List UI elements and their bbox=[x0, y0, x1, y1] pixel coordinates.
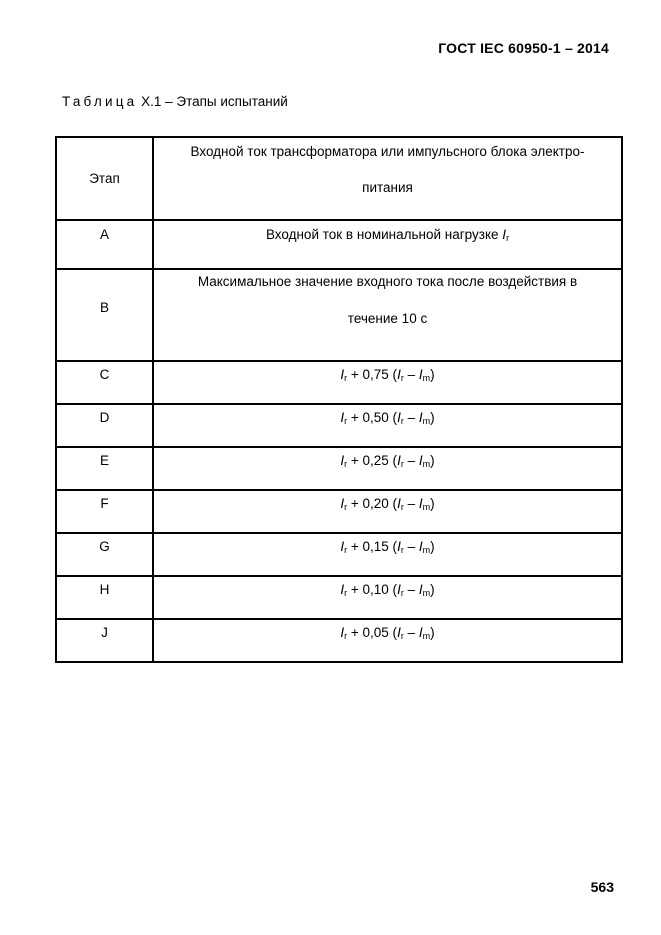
closing-paren: ) bbox=[430, 625, 435, 640]
value-line2: течение 10 с bbox=[347, 311, 428, 326]
stage-cell: H bbox=[56, 576, 153, 619]
value-text: Входной ток в номинальной нагрузке bbox=[265, 227, 499, 242]
stage-cell: G bbox=[56, 533, 153, 576]
rated-subscript: r bbox=[400, 631, 404, 641]
max-subscript: m bbox=[422, 502, 431, 512]
rated-subscript: r bbox=[400, 373, 404, 383]
max-subscript: m bbox=[422, 373, 431, 383]
current-symbol: I bbox=[397, 453, 401, 468]
current-symbol: I bbox=[340, 367, 345, 382]
current-symbol: I bbox=[340, 625, 345, 640]
rated-subscript: r bbox=[344, 416, 348, 426]
max-subscript: m bbox=[422, 459, 431, 469]
table-caption-title: Х.1 – Этапы испытаний bbox=[141, 94, 288, 109]
max-subscript: m bbox=[422, 631, 431, 641]
rated-subscript: r bbox=[400, 545, 404, 555]
table-row bbox=[56, 404, 622, 447]
current-symbol: I bbox=[397, 496, 401, 511]
rated-subscript: r bbox=[400, 416, 404, 426]
table-row bbox=[56, 447, 622, 490]
rated-subscript: r bbox=[400, 459, 404, 469]
value-line1: Максимальное значение входного тока после воздействия в bbox=[197, 274, 578, 289]
stage-cell: J bbox=[56, 619, 153, 662]
header-stage-cell: Этап bbox=[56, 137, 153, 220]
minus-sign: – bbox=[403, 367, 419, 382]
current-symbol: I bbox=[502, 227, 507, 242]
max-subscript: m bbox=[422, 416, 431, 426]
document-standard-code: ГОСТ IEC 60950-1 – 2014 bbox=[438, 40, 609, 56]
rated-subscript: r bbox=[400, 502, 404, 512]
rated-subscript: r bbox=[344, 459, 348, 469]
table-row bbox=[56, 361, 622, 404]
table-caption-prefix: Таблица bbox=[62, 94, 138, 109]
table-row bbox=[56, 490, 622, 533]
rated-subscript: r bbox=[344, 373, 348, 383]
coefficient-text: + 0,50 ( bbox=[347, 410, 398, 425]
closing-paren: ) bbox=[430, 367, 435, 382]
rated-subscript: r bbox=[344, 502, 348, 512]
value-cell bbox=[153, 269, 622, 361]
max-subscript: m bbox=[422, 588, 431, 598]
current-symbol: I bbox=[418, 410, 423, 425]
coefficient-text: + 0,05 ( bbox=[347, 625, 398, 640]
rated-subscript: r bbox=[344, 545, 348, 555]
coefficient-text: + 0,75 ( bbox=[347, 367, 398, 382]
formula-cell bbox=[153, 576, 622, 619]
stage-cell: C bbox=[56, 361, 153, 404]
table-row bbox=[56, 533, 622, 576]
stage-cell: E bbox=[56, 447, 153, 490]
formula-cell bbox=[153, 533, 622, 576]
formula-cell bbox=[153, 447, 622, 490]
rated-subscript: r bbox=[344, 588, 348, 598]
table-header-row bbox=[56, 137, 622, 220]
coefficient-text: + 0,25 ( bbox=[347, 453, 398, 468]
formula-cell bbox=[153, 404, 622, 447]
rated-subscript: r bbox=[344, 631, 348, 641]
minus-sign: – bbox=[403, 625, 419, 640]
rated-subscript: r bbox=[400, 588, 404, 598]
closing-paren: ) bbox=[430, 410, 435, 425]
minus-sign: – bbox=[403, 539, 419, 554]
coefficient-text: + 0,10 ( bbox=[347, 582, 398, 597]
current-symbol: I bbox=[397, 410, 401, 425]
stage-cell: D bbox=[56, 404, 153, 447]
current-symbol: I bbox=[418, 582, 423, 597]
current-symbol: I bbox=[418, 453, 423, 468]
current-symbol: I bbox=[397, 367, 401, 382]
closing-paren: ) bbox=[430, 539, 435, 554]
current-symbol: I bbox=[340, 453, 345, 468]
header-input-current-line2: питания bbox=[362, 180, 413, 195]
closing-paren: ) bbox=[430, 582, 435, 597]
value-cell bbox=[153, 220, 622, 269]
rated-subscript: r bbox=[506, 233, 510, 243]
max-subscript: m bbox=[422, 545, 431, 555]
current-symbol: I bbox=[397, 625, 401, 640]
header-input-current-line1: Входной ток трансформатора или импульсного блока электро- bbox=[190, 144, 585, 159]
table-row bbox=[56, 269, 622, 361]
closing-paren: ) bbox=[430, 453, 435, 468]
test-stages-table bbox=[55, 136, 623, 663]
minus-sign: – bbox=[403, 453, 419, 468]
stage-cell: A bbox=[56, 220, 153, 269]
current-symbol: I bbox=[397, 539, 401, 554]
current-symbol: I bbox=[397, 582, 401, 597]
formula-cell bbox=[153, 361, 622, 404]
table-row bbox=[56, 576, 622, 619]
header-input-current-cell bbox=[153, 137, 622, 220]
current-symbol: I bbox=[418, 496, 423, 511]
table-caption bbox=[62, 94, 288, 109]
current-symbol: I bbox=[340, 582, 345, 597]
current-symbol: I bbox=[340, 410, 345, 425]
minus-sign: – bbox=[403, 410, 419, 425]
coefficient-text: + 0,20 ( bbox=[347, 496, 398, 511]
current-symbol: I bbox=[340, 539, 345, 554]
stage-cell: B bbox=[56, 269, 153, 361]
current-symbol: I bbox=[418, 539, 423, 554]
coefficient-text: + 0,15 ( bbox=[347, 539, 398, 554]
stage-cell: F bbox=[56, 490, 153, 533]
closing-paren: ) bbox=[430, 496, 435, 511]
formula-cell bbox=[153, 490, 622, 533]
minus-sign: – bbox=[403, 582, 419, 597]
table-row bbox=[56, 220, 622, 269]
current-symbol: I bbox=[340, 496, 345, 511]
page-number: 563 bbox=[590, 879, 614, 895]
minus-sign: – bbox=[403, 496, 419, 511]
formula-cell bbox=[153, 619, 622, 662]
current-symbol: I bbox=[418, 367, 423, 382]
current-symbol: I bbox=[418, 625, 423, 640]
table-row bbox=[56, 619, 622, 662]
